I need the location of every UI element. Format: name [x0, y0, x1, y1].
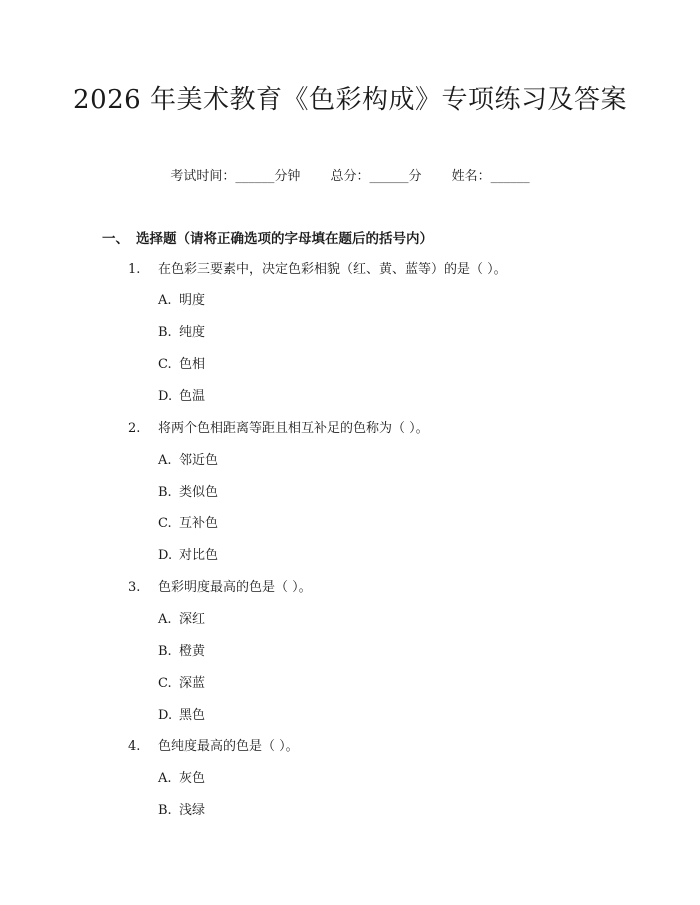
exam-score: 总分：______分 [330, 169, 422, 184]
option-text: 对比色 [179, 548, 219, 563]
exam-time: 考试时间：______分钟 [170, 169, 301, 184]
option-letter: A. [158, 612, 172, 627]
option-text: 深蓝 [179, 676, 206, 691]
question-2 [128, 418, 429, 440]
option-3a [158, 609, 205, 631]
question-number: 2. [128, 421, 141, 436]
option-3b [158, 641, 205, 663]
question-text: 色纯度最高的色是（ ）。 [158, 739, 299, 754]
option-2d [158, 545, 218, 567]
option-letter: D. [158, 708, 173, 723]
option-letter: C. [158, 516, 172, 531]
exam-name: 姓名：______ [451, 169, 530, 184]
question-number: 4. [128, 739, 141, 754]
option-1c [158, 354, 205, 376]
question-1 [128, 259, 507, 281]
option-letter: B. [158, 485, 172, 500]
option-1b [158, 322, 205, 344]
option-text: 类似色 [179, 485, 219, 500]
option-text: 色温 [179, 389, 206, 404]
option-letter: D. [158, 389, 173, 404]
option-3c [158, 673, 205, 695]
option-text: 浅绿 [179, 803, 206, 818]
section-title: 选择题（请将正确选项的字母填在题后的括号内） [136, 231, 433, 247]
question-number: 3. [128, 580, 141, 595]
question-text: 将两个色相距离等距且相互补足的色称为（ ）。 [158, 421, 429, 436]
option-text: 色相 [179, 357, 206, 372]
question-text: 在色彩三要素中，决定色彩相貌（红、黄、蓝等）的是（ ）。 [158, 262, 507, 277]
question-number: 1. [128, 262, 141, 277]
option-letter: B. [158, 644, 172, 659]
exam-meta [0, 166, 700, 188]
option-text: 深红 [179, 612, 206, 627]
option-1d [158, 386, 205, 408]
option-text: 邻近色 [179, 453, 219, 468]
option-letter: A. [158, 771, 172, 786]
section-number: 一、 [102, 231, 129, 247]
question-3 [128, 577, 312, 599]
option-text: 纯度 [179, 325, 206, 340]
question-text: 色彩明度最高的色是（ ）。 [158, 580, 312, 595]
section-heading [102, 228, 433, 250]
option-text: 灰色 [179, 771, 206, 786]
option-3d [158, 705, 205, 727]
option-text: 明度 [179, 293, 206, 308]
option-letter: B. [158, 325, 172, 340]
option-text: 橙黄 [179, 644, 206, 659]
option-letter: A. [158, 293, 172, 308]
option-1a [158, 290, 205, 312]
option-4a [158, 768, 205, 790]
option-2a [158, 450, 218, 472]
option-letter: A. [158, 453, 172, 468]
question-4 [128, 736, 299, 758]
option-text: 黑色 [179, 708, 206, 723]
page-title: 2026 年美术教育《色彩构成》专项练习及答案 [73, 85, 627, 115]
option-text: 互补色 [179, 516, 219, 531]
option-4b [158, 800, 205, 822]
option-letter: C. [158, 357, 172, 372]
option-letter: D. [158, 548, 173, 563]
option-2c [158, 513, 218, 535]
option-letter: C. [158, 676, 172, 691]
option-2b [158, 482, 218, 504]
option-letter: B. [158, 803, 172, 818]
